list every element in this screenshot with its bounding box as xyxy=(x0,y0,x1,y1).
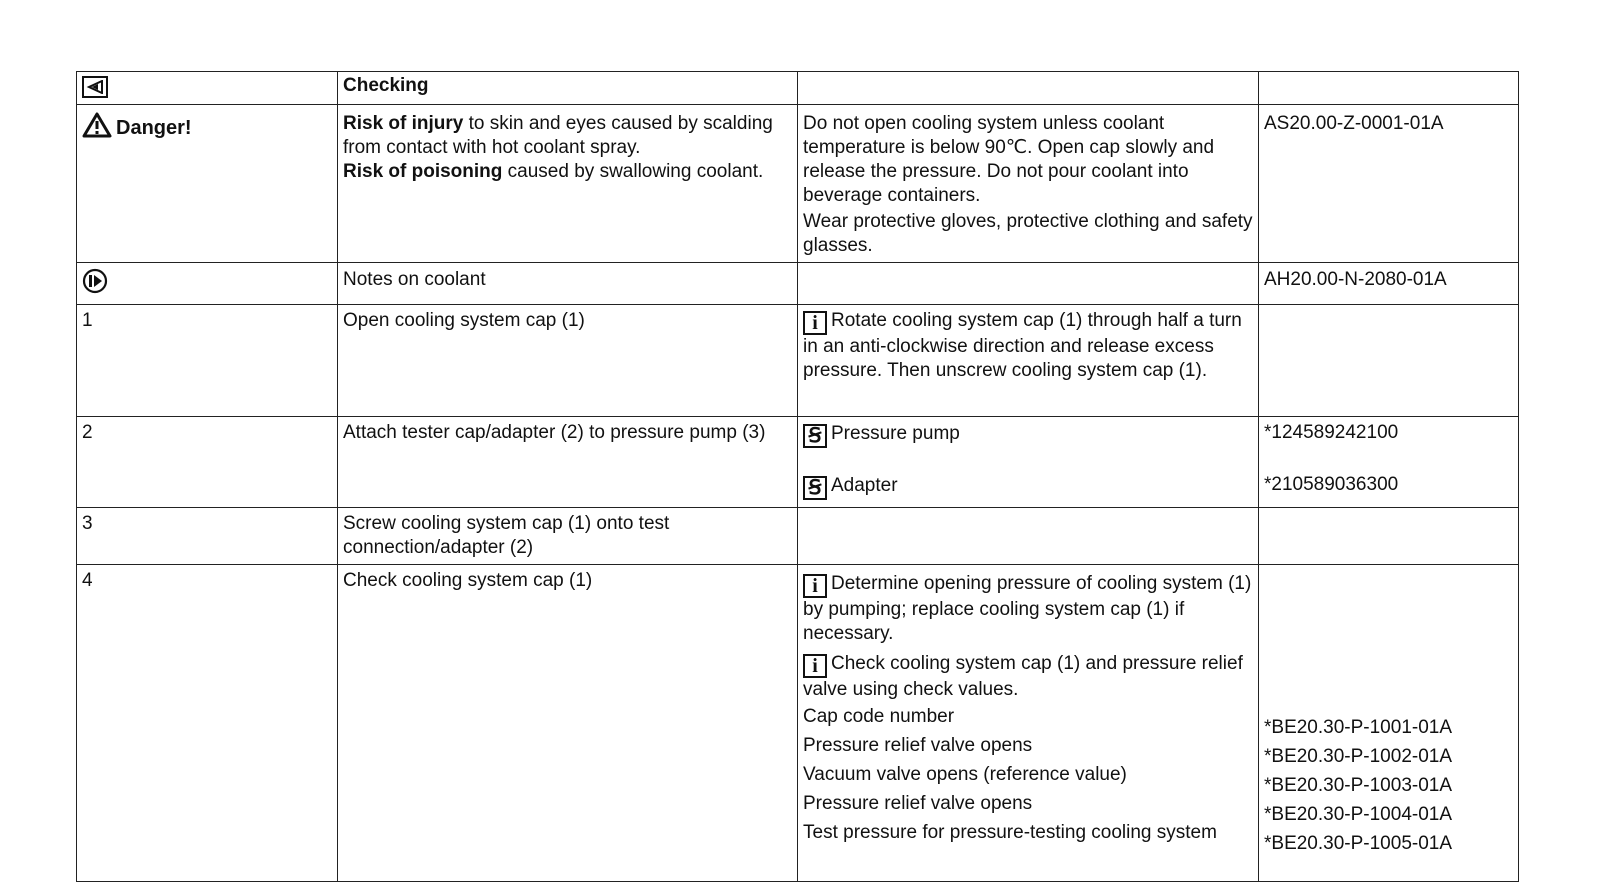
step-info-text: Check cooling system cap (1) and pressure relief valve using check values. xyxy=(803,653,1243,700)
step-info-text: Rotate cooling system cap (1) through half a turn in an anti-clockwise direction and release excess pressure. Then unscrew cooling system cap (1). xyxy=(803,310,1242,381)
risk-poisoning-text: caused by swallowing coolant. xyxy=(507,161,764,182)
check-value-ref[interactable]: *BE20.30-P-1002-01A xyxy=(1264,746,1453,767)
tool-item xyxy=(803,473,1254,499)
step-info xyxy=(798,305,1259,417)
danger-ref[interactable]: AS20.00-Z-0001-01A xyxy=(1259,105,1519,263)
step-number: 4 xyxy=(77,565,338,882)
step-number: 2 xyxy=(77,417,338,508)
notes-ref[interactable]: AH20.00-N-2080-01A xyxy=(1259,263,1519,305)
danger-instruction-2: Wear protective gloves, protective clothing and safety glasses. xyxy=(803,211,1253,256)
back-arrow-icon[interactable] xyxy=(82,76,108,98)
step-tools xyxy=(798,417,1259,508)
step-action: Screw cooling system cap (1) onto test connection/adapter (2) xyxy=(338,508,798,565)
check-value-label: Test pressure for pressure-testing cooling system xyxy=(803,822,1217,843)
step-row-1 xyxy=(77,305,1519,417)
danger-row xyxy=(77,105,1519,263)
step-row-4 xyxy=(77,565,1519,882)
step-info-text: Determine opening pressure of cooling system (1) by pumping; replace cooling system cap (1) if necessary. xyxy=(803,573,1252,644)
check-value-label: Pressure relief valve opens xyxy=(803,735,1033,756)
special-tool-icon: Ꞩ xyxy=(803,424,827,448)
tool-ref[interactable]: *124589242100 xyxy=(1264,422,1399,443)
step-action: Open cooling system cap (1) xyxy=(338,305,798,417)
special-tool-icon: Ꞩ xyxy=(803,476,827,500)
check-value-ref[interactable]: *BE20.30-P-1001-01A xyxy=(1264,717,1453,738)
tool-item xyxy=(803,421,1254,447)
step-row-3 xyxy=(77,508,1519,565)
danger-label: Danger! xyxy=(116,117,192,139)
check-value-label: Vacuum valve opens (reference value) xyxy=(803,764,1127,785)
step-check-refs xyxy=(1259,565,1519,882)
info-icon: i xyxy=(803,574,827,598)
check-value-label: Cap code number xyxy=(803,706,955,727)
tool-label: Adapter xyxy=(831,475,898,496)
header-row xyxy=(77,72,1519,105)
danger-risks xyxy=(338,105,798,263)
section-title: Checking xyxy=(338,72,798,105)
step-check-details xyxy=(798,565,1259,882)
danger-instructions xyxy=(798,105,1259,263)
risk-injury-text: to skin and eyes caused by scalding from contact with hot coolant spray. xyxy=(343,113,773,158)
info-icon: i xyxy=(803,311,827,335)
check-value-ref[interactable]: *BE20.30-P-1004-01A xyxy=(1264,804,1453,825)
step-action: Attach tester cap/adapter (2) to pressure pump (3) xyxy=(338,417,798,508)
tool-ref[interactable]: *210589036300 xyxy=(1264,474,1399,495)
back-cell xyxy=(77,72,338,105)
notes-row xyxy=(77,263,1519,305)
step-number: 1 xyxy=(77,305,338,417)
danger-instruction-1: Do not open cooling system unless coolant temperature is below 90℃. Open cap slowly and release the pressure. Do not pour coolant into beverage containers. xyxy=(803,113,1215,206)
note-circle-icon xyxy=(82,268,108,294)
step-row-2 xyxy=(77,417,1519,508)
procedure-table xyxy=(76,71,1519,882)
check-value-ref[interactable]: *BE20.30-P-1005-01A xyxy=(1264,833,1453,854)
info-icon: i xyxy=(803,654,827,678)
step-action: Check cooling system cap (1) xyxy=(338,565,798,882)
risk-poisoning-title: Risk of poisoning xyxy=(343,161,503,182)
step-number: 3 xyxy=(77,508,338,565)
notes-label: Notes on coolant xyxy=(338,263,798,305)
warning-triangle-icon xyxy=(82,112,112,138)
risk-injury-title: Risk of injury xyxy=(343,113,464,134)
check-value-ref[interactable]: *BE20.30-P-1003-01A xyxy=(1264,775,1453,796)
danger-label-cell xyxy=(77,105,338,263)
step-tool-refs xyxy=(1259,417,1519,508)
check-value-label: Pressure relief valve opens xyxy=(803,793,1033,814)
tool-label: Pressure pump xyxy=(831,423,960,444)
